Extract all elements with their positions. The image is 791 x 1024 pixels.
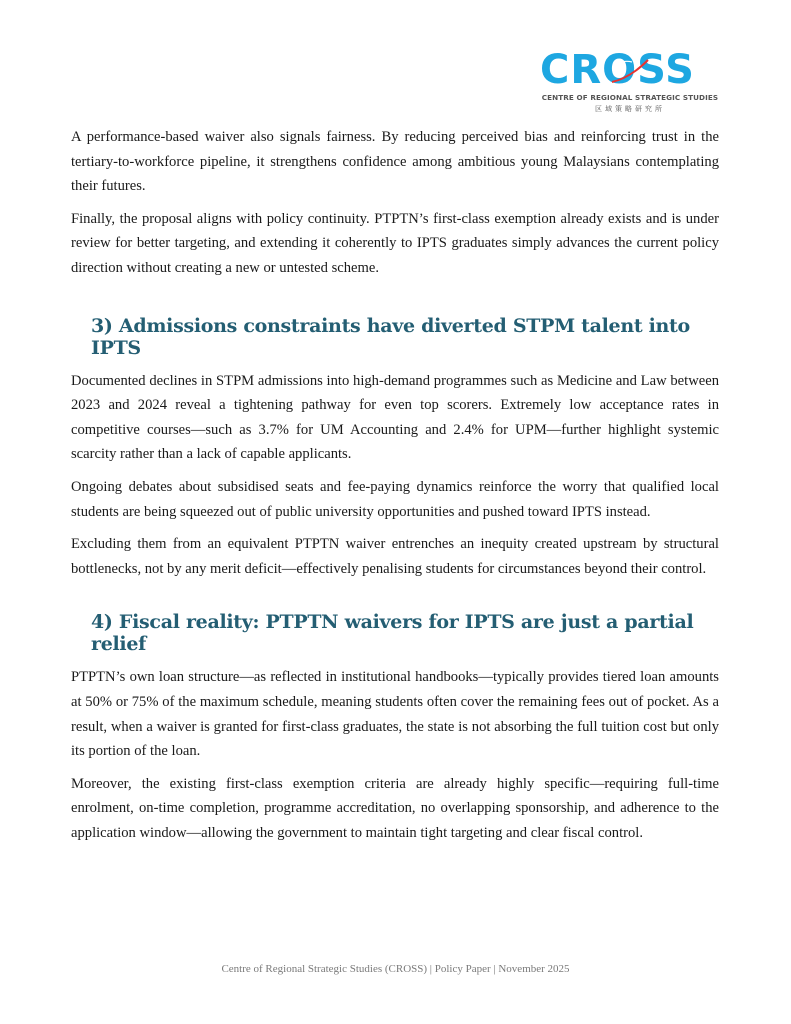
paragraph: PTPTN’s own loan structure—as reflected in institutional handbooks—typically provides tiered loan amounts at 50% or 75% of the maximum schedule, meaning students often cover the remaining fees out of pocket. As a result, when a waiver is granted for first-class graduates, the state is not absorbing the full tuition cost but only its portion of the loan. xyxy=(71,669,719,760)
cross-logo xyxy=(540,47,720,118)
paragraph: Excluding them from an equivalent PTPTN waiver entrenches an inequity created upstream by structural bottlenecks, not by any merit deficit—effectively penalising students for circumstances beyond their control. xyxy=(71,536,719,577)
document-body xyxy=(71,125,719,853)
paragraph: Ongoing debates about subsidised seats and fee-paying dynamics reinforce the worry that qualified local students are being squeezed out of public university opportunities and pushed toward IPTS instead. xyxy=(71,478,719,520)
logo-chinese-name: 区域策略研究所 xyxy=(595,105,665,113)
logo-subtitle: CENTRE OF REGIONAL STRATEGIC STUDIES xyxy=(541,93,719,102)
section-heading-4: 4) Fiscal reality: PTPTN waivers for IPTS are just a partial relief xyxy=(91,611,694,656)
logo-wordmark: CROSS xyxy=(540,47,695,93)
section-heading-3: 3) Admissions constraints have diverted STPM talent into IPTS xyxy=(91,314,690,359)
paragraph: Finally, the proposal aligns with policy continuity. PTPTN’s first-class exemption already exists and is under review for better targeting, and extending it coherently to IPTS graduates simply advances the current policy direction without creating a new or untested scheme. xyxy=(71,210,719,276)
page-footer: Centre of Regional Strategic Studies (CROSS) | Policy Paper | November 2025 xyxy=(221,963,570,975)
paragraph: A performance-based waiver also signals fairness. By reducing perceived bias and reinforcing trust in the tertiary-to-workforce pipeline, it strengthens confidence among ambitious young Malaysians contemplating their futures. xyxy=(71,129,719,195)
globe-swoosh-icon xyxy=(610,56,650,88)
paragraph: Documented declines in STPM admissions into high-demand programmes such as Medicine and Law between 2023 and 2024 reveal a tightening pathway for even top scorers. Extremely low acceptance rates in competitive courses—such as 3.7% for UM Accounting and 2.4% for UPM—further highlight systemic scarcity rather than a lack of capable applicants. xyxy=(71,372,719,463)
paragraph: Moreover, the existing first-class exemption criteria are already highly specific—requiring full-time enrolment, on-time completion, programme accreditation, no overlapping sponsorship, and adherence to the application window—allowing the government to maintain tight targeting and clear fiscal control. xyxy=(71,775,719,841)
